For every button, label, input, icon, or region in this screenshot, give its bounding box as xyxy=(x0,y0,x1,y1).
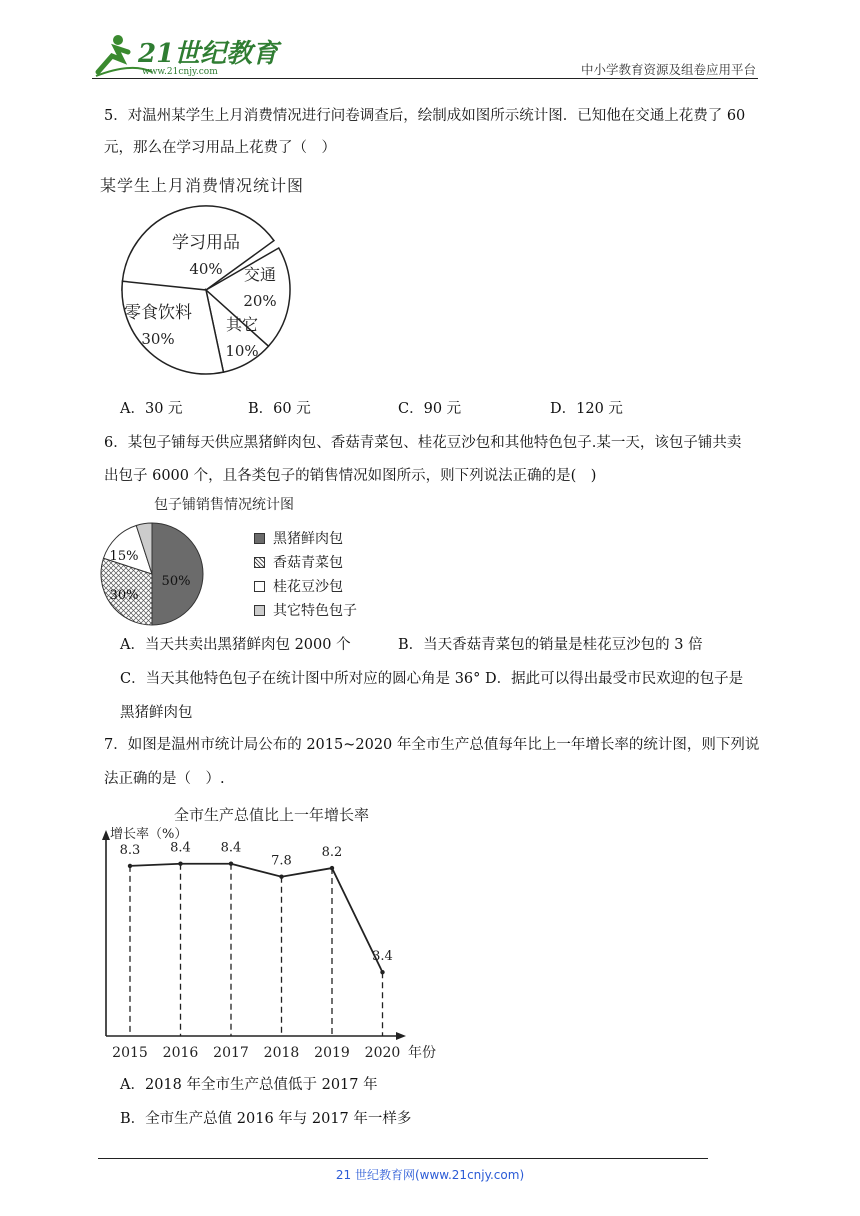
header-rule xyxy=(92,78,758,79)
legend-item-other xyxy=(254,598,357,622)
line-series xyxy=(130,864,383,973)
pie-slice-label: 其它 xyxy=(225,315,259,334)
q7-chart-title: 全市生产总值比上一年增长率 xyxy=(174,806,370,824)
pie-slice-percent: 10% xyxy=(225,342,259,360)
data-value-label: 8.2 xyxy=(321,845,343,861)
y-axis-arrow-icon xyxy=(102,830,110,840)
pie-slice-percent: 15% xyxy=(109,549,139,564)
legend-item-mushroom xyxy=(254,550,357,574)
q5-option-d: D．120 元 xyxy=(550,401,623,417)
legend-label: 其它特色包子 xyxy=(273,603,357,619)
data-point xyxy=(279,875,283,879)
data-point xyxy=(330,866,334,870)
pie-slice-label: 零食饮料 xyxy=(124,303,192,323)
q7-y-axis-label: 增长率（%） xyxy=(110,827,188,842)
q7-line-chart xyxy=(96,800,456,1070)
pie-slice-percent: 20% xyxy=(243,292,277,310)
q7-option-a: A．2018 年全市生产总值低于 2017 年 xyxy=(120,1077,378,1093)
legend-swatch-icon xyxy=(254,533,265,544)
q6-chart-title: 包子铺销售情况统计图 xyxy=(154,497,294,513)
pie-slice-label: 交通 xyxy=(243,265,277,284)
q6-line-1: 6．某包子铺每天供应黑猪鲜肉包、香菇青菜包、桂花豆沙包和其他特色包子.某一天，该包子铺共卖 xyxy=(104,435,742,451)
q5-chart-title: 某学生上月消费情况统计图 xyxy=(100,176,305,195)
q7-line-2: 法正确的是（ ）. xyxy=(104,771,225,787)
q5-option-a: A．30 元 xyxy=(120,401,183,417)
q6-legend xyxy=(254,526,357,622)
data-value-label: 8.4 xyxy=(170,840,191,856)
pie-slice-percent: 40% xyxy=(189,260,223,278)
q7-option-b: B．全市生产总值 2016 年与 2017 年一样多 xyxy=(120,1111,412,1127)
q6-option-c: C．当天其他特色包子在统计图中所对应的圆心角是 36° D．据此可以得出最受市民欢迎的包子是 xyxy=(120,671,744,687)
data-value-label: 8.4 xyxy=(220,840,242,856)
data-point xyxy=(229,862,233,866)
q6-option-c-cont: 黑猪鲜肉包 xyxy=(120,705,193,721)
pie-slice-percent: 30% xyxy=(141,330,175,348)
data-point xyxy=(128,864,132,868)
x-tick-label: 2017 xyxy=(213,1045,249,1061)
data-point xyxy=(178,862,182,866)
data-point xyxy=(380,970,384,974)
logo-main-text: 21世纪教育 xyxy=(138,39,279,69)
pie-slice-percent: 50% xyxy=(161,574,191,589)
q5-pie-chart xyxy=(110,200,310,385)
runner-logo-icon xyxy=(92,32,279,78)
legend-label: 黑猪鲜肉包 xyxy=(273,531,343,547)
x-axis-arrow-icon xyxy=(396,1032,406,1040)
footer-link[interactable]: 21 世纪教育网(www.21cnjy.com) xyxy=(335,1168,525,1182)
legend-label: 香菇青菜包 xyxy=(273,555,343,571)
pie-slice-percent: 30% xyxy=(109,588,139,603)
q6-line-2: 出包子 6000 个，且各类包子的销售情况如图所示，则下列说法正确的是( ) xyxy=(104,468,597,484)
q5-option-b: B．60 元 xyxy=(248,401,311,417)
legend-swatch-icon xyxy=(254,557,265,568)
legend-swatch-icon xyxy=(254,581,265,592)
pie-slice-label: 学习用品 xyxy=(172,233,240,253)
legend-swatch-icon xyxy=(254,605,265,616)
legend-item-pork xyxy=(254,526,357,550)
q5-option-c: C．90 元 xyxy=(398,401,462,417)
x-tick-label: 2015 xyxy=(112,1045,148,1061)
header-platform-text: 中小学教育资源及组卷应用平台 xyxy=(580,62,756,77)
q6-option-b: B．当天香菇青菜包的销量是桂花豆沙包的 3 倍 xyxy=(398,637,703,653)
q5-line-2: 元，那么在学习用品上花费了（ ） xyxy=(104,140,336,156)
header-logo xyxy=(92,32,279,78)
q5-line-1: 5．对温州某学生上月消费情况进行问卷调查后，绘制成如图所示统计图．已知他在交通上花费了 60 xyxy=(104,108,746,124)
x-tick-label: 2016 xyxy=(162,1045,199,1061)
legend-item-bean xyxy=(254,574,357,598)
q6-option-a: A．当天共卖出黑猪鲜肉包 2000 个 xyxy=(120,637,351,653)
data-value-label: 3.4 xyxy=(372,949,393,965)
x-tick-label: 2020 xyxy=(364,1045,401,1061)
data-value-label: 7.8 xyxy=(271,853,292,869)
footer-rule xyxy=(98,1158,708,1159)
legend-label: 桂花豆沙包 xyxy=(273,579,343,595)
q6-pie-chart xyxy=(96,518,208,630)
logo-sub-text: www.21cnjy.com xyxy=(142,67,218,77)
q7-x-axis-label: 年份 xyxy=(408,1045,436,1061)
data-value-label: 8.3 xyxy=(119,842,141,858)
x-tick-label: 2018 xyxy=(263,1045,300,1061)
x-tick-label: 2019 xyxy=(314,1045,350,1061)
q7-line-1: 7．如图是温州市统计局公布的 2015~2020 年全市生产总值每年比上一年增长率的统计图，则下列说 xyxy=(104,737,760,753)
